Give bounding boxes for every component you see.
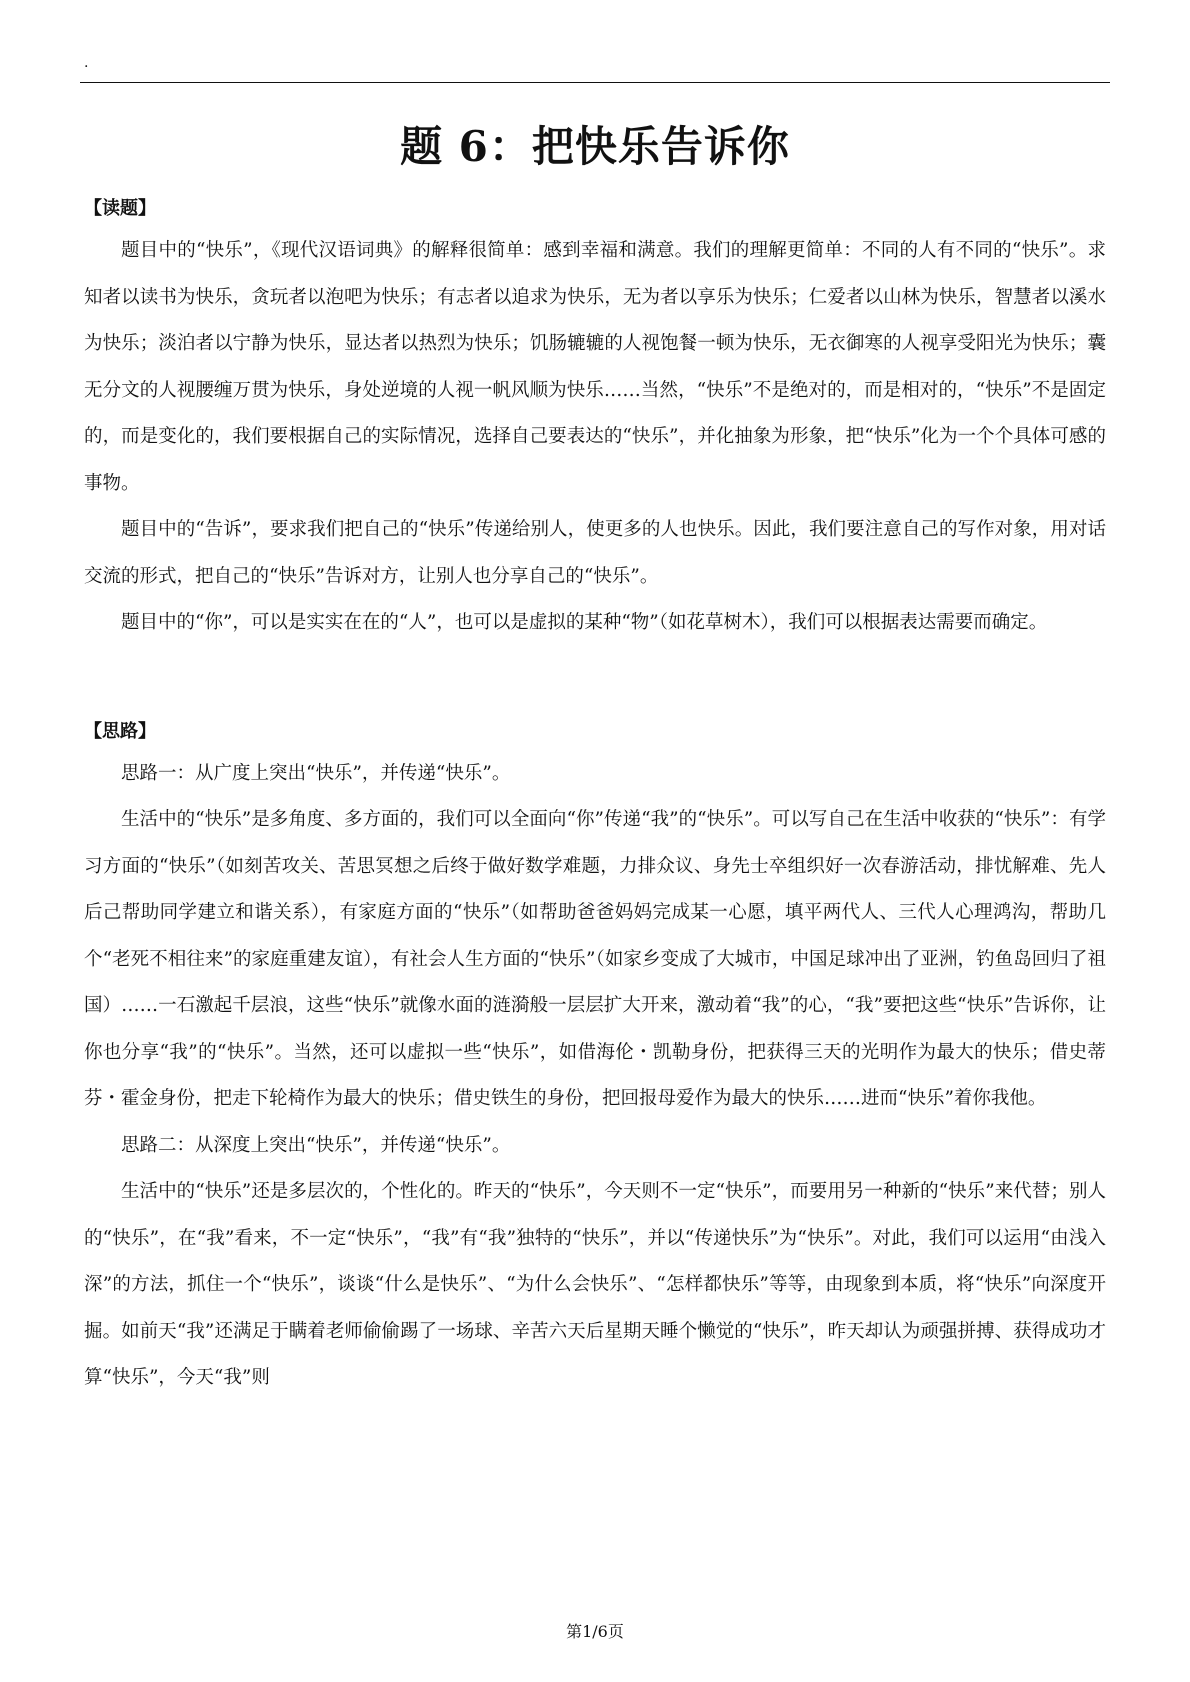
section-heading-thinking: 【思路】 (84, 720, 156, 742)
page-number: 第1/6页 (566, 1622, 624, 1641)
paragraph: 题目中的“告诉”，要求我们把自己的“快乐”传递给别人，使更多的人也快乐。因此，我们要注意自己的写作对象，用对话交流的形式，把自己的“快乐”告诉对方，让别人也分享自己的“快乐”。 (84, 519, 1106, 587)
section-spacer (84, 647, 1106, 719)
document-body (84, 196, 1106, 1402)
paragraph: 生活中的“快乐”是多角度、多方面的，我们可以全面向“你”传递“我”的“快乐”。可以写自己在生活中收获的“快乐”：有学习方面的“快乐”（如刻苦攻关、苦思冥想之后终于做好数学难题，力排众议、身先士卒组织好一次春游活动，排忧解难、先人后己帮助同学建立和谐关系），有家庭方面的“快乐”（如帮助爸爸妈妈完成某一心愿，填平两代人、三代人心理鸿沟，帮助几个“老死不相往来”的家庭重建友谊），有社会人生方面的“快乐”（如家乡变成了大城市，中国足球冲出了亚洲，钓鱼岛回归了祖国）……一石激起千层浪，这些“快乐”就像水面的涟漪般一层层扩大开来，激动着“我”的心，“我”要把这些“快乐”告诉你，让你也分享“我”的“快乐”。当然，还可以虚拟一些“快乐”，如借海伦・凯勒身份，把获得三天的光明作为最大的快乐；借史蒂芬・霍金身份，把走下轮椅作为最大的快乐；借史铁生的身份，把回报母爱作为最大的快乐……进而“快乐”着你我他。 (84, 809, 1106, 1109)
paragraph: 题目中的“你”，可以是实实在在的“人”，也可以是虚拟的某种“物”（如花草树木），我们可以根据表达需要而确定。 (121, 612, 1048, 633)
section-thinking (84, 719, 1106, 1402)
paragraph: 思路二：从深度上突出“快乐”，并传递“快乐”。 (121, 1134, 511, 1156)
paragraph: 生活中的“快乐”还是多层次的，个性化的。昨天的“快乐”，今天则不一定“快乐”，而要用另一种新的“快乐”来代替；别人的“快乐”，在“我”看来，不一定“快乐”，“我”有“我”独特的“快乐”，并以“传递快乐”为“快乐”。对此，我们可以运用“由浅入深”的方法，抓住一个“快乐”，谈谈“什么是快乐”、“为什么会快乐”、“怎样都快乐”等等，由现象到本质，将“快乐”向深度开掘。如前天“我”还满足于瞒着老师偷偷踢了一场球、辛苦六天后星期天睡个懒觉的“快乐”，昨天却认为顽强拼搏、获得成功才算“快乐”，今天“我”则 (84, 1181, 1106, 1388)
paragraph: 题目中的“快乐”，《现代汉语词典》的解释很简单：感到幸福和满意。我们的理解更简单：不同的人有不同的“快乐”。求知者以读书为快乐，贪玩者以泡吧为快乐；有志者以追求为快乐，无为者以享乐为快乐；仁爱者以山林为快乐，智慧者以溪水为快乐；淡泊者以宁静为快乐，显达者以热烈为快乐；饥肠辘辘的人视饱餐一顿为快乐，无衣御寒的人视享受阳光为快乐；囊无分文的人视腰缠万贯为快乐，身处逆境的人视一帆风顺为快乐……当然，“快乐”不是绝对的，而是相对的，“快乐”不是固定的，而是变化的，我们要根据自己的实际情况，选择自己要表达的“快乐”，并化抽象为形象，把“快乐”化为一个个具体可感的事物。 (84, 240, 1106, 494)
header-rule (80, 82, 1110, 83)
page-title: 题 6：把快乐告诉你 (400, 122, 790, 172)
header-dot: . (84, 55, 89, 71)
section-heading-reading: 【读题】 (84, 198, 156, 219)
paragraph: 思路一：从广度上突出“快乐”，并传递“快乐”。 (121, 762, 511, 784)
section-reading (84, 196, 1106, 647)
